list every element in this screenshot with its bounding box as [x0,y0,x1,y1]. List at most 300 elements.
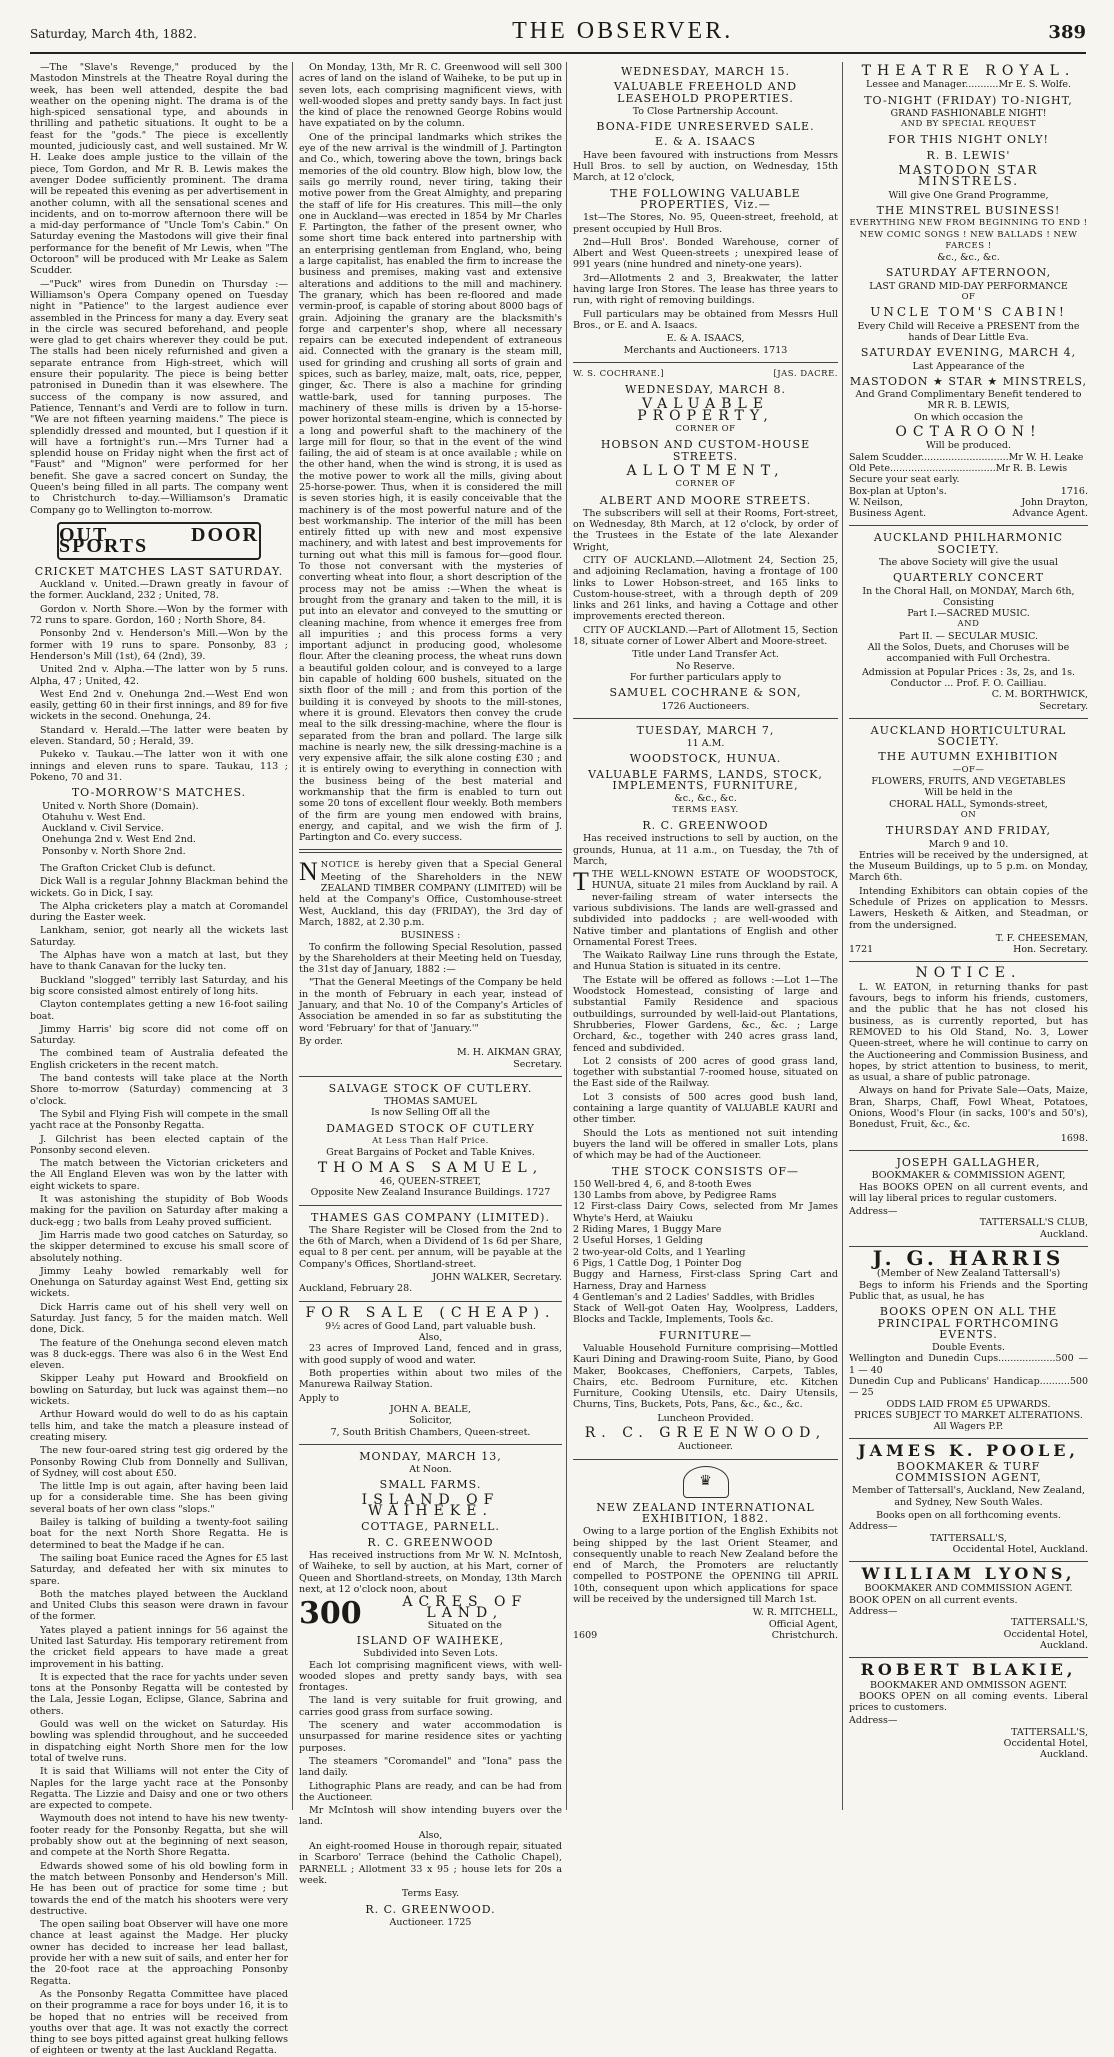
lessee: Lessee and Manager...........Mr E. S. Wolfe. [866,79,1071,91]
harris-text: Begs to inform his Friends and the Sporting Public that, as usual, he has [849,1279,1088,1302]
waiheke-text: An eight-roomed House in thorough repair, situated in Scarboro' Terrace (behind the Catholic Chapel), PARNELL ; Allotment 33 x 95 ; house lets for 20s a week. [299,1841,562,1886]
divider [849,1438,1088,1439]
mastodon-heading: MASTODON STAR MINSTRELS. [898,163,1039,189]
sports-note: Dick Wall is a regular Johnny Blackman behind the wickets. Go in Dick, I say. [30,876,288,899]
grand-night: GRAND FASHIONABLE NIGHT! [890,107,1047,119]
stock-item: 2 two-year-old Colts, and 1 Yearling [573,1246,746,1258]
poole-title: BOOKMAKER & TURF COMMISSION AGENT, [895,1459,1042,1485]
sports-note: Jim Harris made two good catches on Saturday, so the skipper determined to excuse his small score of absolutely nothing. [30,1229,288,1264]
tattersall-club: TATTERSALL'S CLUB, [979,1217,1088,1229]
estate-text: The Waikato Railway Line runs through the Estate, and Hunua Station is situated in its centre. [573,950,838,973]
salvage-damaged: DAMAGED STOCK OF CUTLERY [326,1121,535,1135]
sports-note: The combined team of Australia defeated the English cricketers in the recent match. [30,1048,288,1071]
poole-books: Books open on all forthcoming events. [876,1509,1061,1521]
sports-note: It was astonishing the stupidity of Bob Woods making for the pavilion on Saturday after making a duck-egg ; two balls from Leahy proved sufficient. [30,1194,288,1228]
auction-time: 11 A.M. [686,738,725,750]
column-2 [299,62,562,1928]
sports-note: The open sailing boat Observer will have one more chance at least against the Madge. Her plucky owner has decided to increase her lead ballast, provide her with a new suit of sails, and enter her for the 20-foot race at the approaching Ponsonby Regatta. [30,1919,288,1987]
waiheke-text: Each lot comprising magnificent views, with well-wooded slopes and pretty sandy bays, with sea frontages. [299,1659,562,1694]
property-particulars: Full particulars may be obtained from Messrs Hull Bros., or E. and A. Isaacs. [573,308,838,331]
page-number: 389 [1048,22,1086,43]
philharmonic-heading: AUCKLAND PHILHARMONIC SOCIETY. [873,531,1064,556]
cochrane-title: Auctioneers. [688,700,750,712]
double-events: Double Events. [932,1342,1005,1354]
terms: Terms Easy. [401,1888,460,1900]
admission: Admission at Popular Prices : 3s, 2s, and 1s. [861,666,1076,678]
ad-number: 1713 [763,344,788,356]
odds-laid: ODDS LAID FROM £5 UPWARDS. [886,1398,1051,1410]
mill-article: One of the principal landmarks which strikes the eye of the new arrival is the windmill of J. Partington and Co., which, towering above the town, brings back memories of the old country. Blow high, blow low, the sails go merrily round, never tiring, taking their motive power from the Great Almighty, and preparing the staff of life for His creatures. This mill—the only one in Auckland—was erected in 1854 by Mr Charles F. Partington, the father of the present owner, who some short time back entered into partnership with an enterprising gentleman from England, who, being a large capitalist, has enabled the firm to increase the business and premises, making vast and extensive alterations and additions to the mill and machinery. The granary, which has been re-floored and made vermin-proof, is capable of storing about 8000 bags of grain. Adjoining the granary are the blacksmith's forge and carpenter's shop, where all necessary repairs can be executed independent of extraneous aid. Connected with the granary is the steam mill, used for grinding and crushing all sorts of grain and spices, such as barley, maize, malt, oats, rice, pepper, ginger, &c. There is also a machine for grinding wattle-bark, used for tanning purposes. The machinery of these mills is driven by a 15-horse-power horizontal steam-engine, which is connected by a long and powerful shaft to the machinery of the large mill for flour, so that in the event of the wind failing, the aid of steam is at once available ; while on the other hand, when the wind is strong, it is used as the motive power to work all the mills, giving about 25-horse-power. Thus, when it is considered the mill is seven stories high, it is easily conceivable that the machinery is of the most powerful nature and of the best workmanship. The interior of the mill has been entirely fitted up with new and most expensive machinery, and with latest and best improvements for turning out what this mill is famous for—good flour. To those not conversant with the mysteries of converting wheat into flour, a short description of the process may not be amiss :—When the wheat is brought from the granary and taken to the mill, it is put into an elevator and conveyed to the smutting or cleaning machine, from whence it emerges free from all impurities ; and this process forms a very important adjunct in producing good, wholesome flour. After the cleaning process, the wheat runs down a beautiful golden colour, and is conveyed to a large bin capable of holding 600 bushels, situated on the sixth floor of the mill ; and from this portion of the building it is conveyed by shoots to the mill-stones, where it is ground. Elevators then convey the crude meal to the silk dressing-machine, where the flour is separated from the bran and pollard. The large silk machine is nearly new, the silk dressing-machine is a very expensive affair, the silk alone costing £30 ; and it is entirely owing to everything in connection with the business being of the best material and workmanship that the firm is enabled to turn out some 20 tons of excellent flour weekly. Both members of the firm are young men endowed with brains, energy, and capital, and we wish the firm of J. Partington and Co. every success. [299,131,562,844]
exhibition-heading: NEW ZEALAND INTERNATIONAL EXHIBITION, 1882. [596,1500,815,1525]
auction-date: TUESDAY, MARCH 7, [636,723,775,737]
notice-business: BUSINESS : [400,930,461,942]
sports-note: Jimmy Harris' big score did not come off on Saturday. [30,1023,288,1047]
advance-agent: Advance Agent. [1012,508,1088,520]
address-label: Address— [849,1715,898,1727]
occidental: Occidental Hotel, [1003,1738,1088,1749]
auctioneer-name: R. C. GREENWOOD [367,1535,494,1549]
greenwood-article: On Monday, 13th, Mr R. C. Greenwood will sell 300 acres of land on the island of Waiheke, to be put up in seven lots, each comprising magnificent views, with well-wooded slopes and pretty sandy bays. In fact just the kind of place the renowned George Robins would have expatiated on by the column. [299,62,562,130]
match-item: Otahuhu v. West End. [42,811,146,823]
forsale-name: JOHN A. BEALE, [389,1403,472,1415]
salvage-price: At Less Than Half Price. [372,1136,489,1147]
puck-dispatch: —"Puck" wires from Dunedin on Thursday :—Williamson's Opera Company opened on Tuesday night in "Patience" to the largest audience ever assembled in the Princess for many a day. Every seat in the circle was secured beforehand, and people were glad to get chairs wherever they could be put. The stalls had been nicely refurnished and given a separate entrance from High-street, which will ensure their popularity. The piece is being better patronised in Dunedin than it was elsewhere. The success of the company is now assured, and Patience, Tennant's and Verdi are to follow in turn. "We are not fifteen yearning maidens." The piece is splendidly dressed and mounted, but I question if it will have a fortnight's run.—Mrs Turner had a splendid house on Friday night when the first act of "Faust" and "Mignon" were performed for her benefit. She gave a sacred concert on Sunday, the Queen's being filled in all parts. The company went to Christchurch to-day.—Williamson's Dramatic Company go to Wellington to-morrow. [30,278,288,516]
divider [849,1657,1088,1658]
divider [573,1459,838,1460]
property-item: 3rd—Allotments 2 and 3, Breakwater, the latter having large Iron Stores. The lease has three years to run, with right of removing buildings. [573,272,838,307]
crest-icon: ♛ [683,1466,729,1498]
waiheke-text: Mr McIntosh will show intending buyers over the land. [299,1805,562,1828]
address-label: Address— [849,1521,898,1533]
quarterly-concert: QUARTERLY CONCERT [893,571,1044,585]
benefit-name: MR R. B. LEWIS, [927,400,1010,412]
sports-note: J. Gilchrist has been elected captain of the Ponsonby second eleven. [30,1133,288,1156]
held: Will be held in the [924,787,1013,799]
notice-resolution: "That the General Meetings of the Company be held in the month of February in each year, instead of January, and that No. 10 of the Company's Articles of Association be amended in so far as substituting the word 'February' for that of 'January.'" [299,977,562,1034]
dacre-name: [JAS. DACRE. [773,368,838,379]
intending: Intending Exhibitors can obtain copies of the Schedule of Prizes on application to Messrs. Lawers, Hesketh & Aitken, and Steadman, or from the undersigned. [849,885,1088,931]
isaacs-name: E. & A. ISAACS [655,135,756,149]
forsale-address: 7, South British Chambers, Queen-street. [330,1426,531,1438]
ad-number: 1726 [661,700,686,712]
following-heading: THE FOLLOWING VALUABLE PROPERTIES, Viz.— [610,186,801,211]
ad-number: 1698. [1060,1132,1088,1144]
isaacs-sign: E. & A. ISAACS, [666,333,745,345]
cricket-result: United 2nd v. Alpha.—The latter won by 5 runs. Alpha, 47 ; United, 42. [30,664,288,687]
horticultural-heading: AUCKLAND HORTICULTURAL SOCIETY. [870,723,1067,749]
forsale-apply: Apply to [299,1392,339,1404]
property-item: 2nd—Hull Bros'. Bonded Warehouse, corner of Albert and West Queen-streets ; unexpired lease of 991 years (nine hundred and ninety-one years). [573,236,838,271]
monday-time: At Noon. [409,1464,452,1476]
furniture-heading: FURNITURE— [658,1328,753,1342]
acres-number: 300 [299,1596,362,1632]
sports-note: Jimmy Leahy bowled remarkably well for Onehunga on Saturday against West End, getting six wickets. [30,1265,288,1300]
conductor: Conductor ... Prof. F. O. Cailliau. [890,677,1047,689]
luncheon: Luncheon Provided. [657,1412,754,1424]
close-partnership: To Close Partnership Account. [632,105,779,117]
forsale-item: Both properties within about two miles of the Manurewa Railway Station. [299,1368,562,1391]
divider [849,961,1088,962]
sports-note: Edwards showed some of his old bowling form in the match between Ponsonby and Henderson's Mill. He has been out of practice for some time ; but towards the end of the match his shooters were very destructive. [30,1860,288,1917]
this-night: FOR THIS NIGHT ONLY! [888,133,1049,147]
box-plan: Box-plan at Upton's. [849,485,947,497]
solos: All the Solos, Duets, and Choruses will be accompanied with Full Orchestra. [867,642,1070,665]
acres-text: ACRES OF LAND, [402,1594,528,1622]
auctioneer-title: Auctioneer. [389,1916,445,1928]
neilson: W. Neilson, [849,496,903,508]
cricket-result: West End 2nd v. Onehunga 2nd.—West End won easily, getting 60 in their first innings, and 89 for five wickets in the second. Onehunga, 24. [30,688,288,723]
blakie-name: ROBERT BLAKIE, [860,1660,1077,1680]
last-grand: LAST GRAND MID-DAY PERFORMANCE [869,280,1068,292]
stock-item: 130 Lambs from above, by Pedigree Rams [573,1190,777,1202]
forsale-also: Also, [418,1332,443,1344]
sports-note: Clayton contemplates getting a new 16-foot sailing boat. [30,999,288,1022]
poole-name: JAMES K. POOLE, [858,1441,1079,1461]
isaacs-title: Merchants and Auctioneers. [623,344,761,356]
forsale-title: Solicitor, [409,1415,452,1427]
divider [299,1301,562,1302]
tomorrow-matches [30,801,288,857]
sports-note: The new four-oared string test gig ordered by the Ponsonby Rowing Club from Donnelly and Sullivan, of Sydney, will cost about £50. [30,1445,288,1479]
sports-note: Yates played a patient innings for 56 against the United last Saturday. His temporary retirement from the cricket field appears to have made a great improvement in his batting. [30,1624,288,1670]
stock-heading: THE STOCK CONSISTS OF— [612,1164,799,1178]
title-land: Title under Land Transfer Act. [632,649,779,661]
part-1: Part I.—SACRED MUSIC. [907,608,1030,620]
freehold-heading: VALUABLE FREEHOLD AND LEASEHOLD PROPERTIES. [613,80,798,105]
cochrane-firm: SAMUEL COCHRANE & SON, [609,686,802,700]
greenwood-text: Has received instructions from Mr W. N. McIntosh, of Waiheke, to sell by auction, at his Mart, corner of Queen and Shortland-streets, on Monday, 13th March next, at 12 o'clock noon, about [299,1549,562,1595]
monday-heading: MONDAY, MARCH 13, [359,1449,502,1463]
sports-note: The band contests will take place at the North Shore to-morrow (Saturday) commencing at 3 o'clock. [30,1073,288,1107]
waiheke-also: Also, [418,1829,443,1841]
auctioneer-name-spaced: R. C. GREENWOOD, [584,1425,827,1442]
harris-name: J. G. HARRIS [872,1246,1065,1271]
column-rule [292,62,293,1810]
every-child: Every Child will Receive a PRESENT from the hands of Dear Little Eva. [857,320,1080,343]
thames-text: The Share Register will be Closed from the 2nd to the 6th of March, when a Dividend of 1s 6d per Share, equal to 8 per cent. per annum, will be payable at the Company's Offices, Shortland-street. [299,1224,562,1270]
etc: &c., &c., &c. [937,252,1000,264]
lyons-books: BOOK OPEN on all current events. [849,1594,1018,1606]
stock-item: 6 Pigs, 1 Cattle Dog, 1 Pointer Dog [573,1257,742,1269]
tattersalls: TATTERSALL'S, [930,1532,1007,1544]
masthead [30,18,1086,54]
divider [573,718,838,719]
column-3 [573,62,838,1810]
gallagher-text: Has BOOKS OPEN on all current events, and will lay liberal prices to regular customers. [849,1181,1088,1204]
harris-member: (Member of New Zealand Tattersall's) [876,1268,1061,1280]
exhibition-city: Christchurch. [771,1629,838,1641]
ad-number: 1727 [526,1187,551,1199]
stock-item: 4 Gentleman's and 2 Ladies' Saddles, with Bridles [573,1291,815,1303]
lewis-name: R. B. LEWIS' [926,148,1011,162]
sports-note: As the Ponsonby Regatta Committee have placed on their programme a race for boys under 16, it is to be hoped that no entries will be received from youths over that age. It was not exactly the correct thing to see boys pitted against great hulking fellows of eighteen or twenty at the last Auckland Regatta. [30,1988,288,2057]
odds-line: Wellington and Dunedin Cups...................500 — 1 — 40 [849,1353,1088,1376]
secure-seat: Secure your seat early. [849,474,960,486]
books-open: BOOKS OPEN ON ALL THE PRINCIPAL FORTHCOMING EVENTS. [877,1305,1060,1341]
salvage-address: 46, QUEEN-STREET, [379,1175,482,1187]
waiheke-text: Lithographic Plans are ready, and can be had from the Auctioneer. [299,1780,562,1803]
gallagher-name: JOSEPH GALLAGHER, [896,1155,1041,1169]
auckland: Auckland. [1040,1749,1088,1761]
acres-lots: Subdivided into Seven Lots. [363,1648,498,1660]
and: AND [957,619,980,630]
isaacs-text: Have been favoured with instructions from Messrs Hull Bros. to sell by auction, on Wednesday, 15th March, at 12 o'clock, [573,149,838,184]
cricket-result: Pukeko v. Taukau.—The latter won it with one innings and eleven runs to spare. Taukau, 113 ; Pokeno, 70 and 31. [30,749,288,783]
mastodon-heading-2: MASTODON ★ STAR ★ MINSTRELS, [849,374,1088,388]
notice-signatory: M. H. AIKMAN GRAY, [456,1047,562,1059]
salvage-name-spaced: THOMAS SAMUEL, [317,1159,544,1176]
cricket-result: Standard v. Herald.—The latter were beaten by eleven. Standard, 50 ; Herald, 39. [30,724,288,748]
on: ON [960,809,977,820]
business-agent: Business Agent. [849,508,927,520]
greenwood-text: Has received instructions to sell by auction, on the grounds, Hunua, at 11 a.m., on Tuesday, the 7th of March, [573,833,838,867]
blakie-text: BOOKS OPEN on all coming events. Liberal prices to customers. [849,1690,1088,1714]
valuable-property: VALUABLE PROPERTY, [637,396,774,424]
small-farms: SMALL FARMS. [379,1478,482,1492]
valuable-farms: VALUABLE FARMS, LANDS, STOCK, IMPLEMENTS, FURNITURE, [588,767,823,793]
further-particulars: For further particulars apply to [629,671,782,683]
programme: Will give One Grand Programme, [888,189,1049,201]
sports-note: The match between the Victorian cricketers and the All England Eleven was won by the latter with eight wickets to spare. [30,1158,288,1192]
eaton-text: Always on hand for Private Sale—Oats, Maize, Bran, Sharps, Chaff, Fowl Wheat, Potatoes, Onions, Wood's Flour (in sacks, 100's and 50's), Bonedust, Fruit, &c., &c. [849,1085,1088,1131]
salvage-now: Is now Selling Off all the [371,1107,490,1119]
stock-item: 150 Well-bred 4, 6, and 8-tooth Ewes [573,1178,752,1190]
cricket-results [30,579,288,783]
sports-note: The little Imp is out again, after having been laid up for a considerable time. She has been giving several boats of her own class "slops." [30,1481,288,1515]
furniture-text: Valuable Household Furniture comprising—Mottled Kauri Dining and Drawing-room Suite, Piano, by Good Maker, Bookcases, Cheffoniers, Carpets, Tables, Chairs, etc. Bedroom Furniture, etc. Kitchen Furniture, Cooking Utensils, etc. Dairy Utensils, Churns, Tins, Buckets, Pots, Pans, &c., &c., &c. [573,1342,838,1411]
sports-note: The Alpha cricketers play a match at Coromandel during the Easter week. [30,900,288,924]
theatre-review: —The "Slave's Revenge," produced by the Mastodon Minstrels at the Theatre Royal during the week, has been well attended, despite the bad weather on the opening night. The drama is of the high-spiced sensational type, and abounds in thrilling and pathetic situations. It ought to be a feast for the "gods." The piece is excellently mounted, judiciously cast, and well sustained. Mr W. H. Leake does ample justice to the villain of the piece, Tom Gordon, and Mr R. B. Lewis makes the avenger Dodee sufficiently prominent. The drama will be repeated this evening as per advertisement in another column, with all the sensational scenes and incidents, and on to-morrow afternoon there will be a mid-day performance of "Uncle Tom's Cabin." On Saturday evening the Mastodons will give their final performance for the benefit of Mr Lewis, when "The Octoroon" will be produced with Mr Leake as Salem Scudder. [30,62,288,277]
minstrel-business: THE MINSTREL BUSINESS! [876,203,1061,217]
flowers: FLOWERS, FRUITS, AND VEGETABLES [871,776,1066,788]
tattersalls: TATTERSALL'S, [1011,1617,1088,1629]
forsale-item: 23 acres of Improved Land, fenced and in grass, with good supply of wood and water. [299,1343,562,1366]
waiheke-text: The land is very suitable for fruit growing, and carries good grass from surface sowing. [299,1695,562,1718]
estate-text: THE WELL-KNOWN ESTATE OF WOODSTOCK, HUNUA, situate 21 miles from Auckland by rail. A never-failing stream of water intersects the various subdivisions. The lands are well-grassed and subdivided into paddocks ; are well-wooded with Native timber and plantations of English and other Ornamental Forest Trees. [573,869,838,948]
prices: PRICES SUBJECT TO MARKET ALTERATIONS. [854,1409,1083,1421]
new-songs: NEW COMIC SONGS ! NEW BALLADS ! NEW FARCES ! [859,229,1078,251]
octaroon: OCTAROON! [895,424,1042,441]
cast-line: Old Pete...................................Mr R. B. Lewis [849,462,1068,474]
ad-number: 1716. [1060,485,1088,497]
divider [849,1150,1088,1151]
benefit: And Grand Complimentary Benefit tendered to [855,389,1082,401]
autumn-exhibition: THE AUTUMN EXHIBITION [878,750,1059,764]
notice-business-text: To confirm the following Special Resolution, passed by the Shareholders at their Meeting held on Tuesday, the 31st day of January, 1882 :— [299,941,562,976]
stock-item: Buggy and Harness, First-class Spring Cart and Harness, Dray and Harness [573,1269,838,1292]
drop-cap: N [299,857,318,887]
drayton: John Drayton, [1021,496,1088,508]
last-appearance: Last Appearance of the [912,360,1025,372]
thames-heading: THAMES GAS COMPANY (LIMITED). [311,1210,550,1224]
forsale-heading: FOR SALE (CHEAP). [305,1304,556,1321]
salvage-heading: SALVAGE STOCK OF CUTLERY. [328,1081,533,1095]
lyons-name: WILLIAM LYONS, [861,1564,1076,1584]
etc: &c., &c., &c. [674,793,737,805]
choral-hall: In the Choral Hall, on MONDAY, March 6th, [862,585,1075,597]
salvage-bargains: Great Bargains of Pocket and Table Knives. [326,1147,535,1159]
sports-note: The Alphas have won a match at last, but they have to thank Canavan for the lucky ten. [30,950,288,973]
exhibition-text: Owing to a large portion of the English Exhibits not being shipped by the last Orient Steamer, and consequently unable to reach New Zealand before the end of March, the Promoters are reluctantly compelled to POSTPONE the OPENING till APRIL 10th, consequent upon which applications for space will be received by the undersigned till March 1st. [573,1526,838,1606]
sports-note: Gould was well on the wicket on Saturday. His bowling was splendid throughout, and he succeeded in dispatching eight North Shore men for the low total of twelve runs. [30,1719,288,1764]
waiheke-text: The scenery and water accommodation is unsurpassed for marine residence sites or yachting purposes. [299,1720,562,1754]
stock-list [573,1179,838,1326]
notice-heading: NOTICE. [915,965,1022,982]
choral-hall-2: CHORAL HALL, Symonds-street, [889,798,1048,810]
match-item: United v. North Shore (Domain). [42,800,199,812]
march-dates: March 9 and 10. [928,838,1009,850]
poole-member: Member of Tattersall's, Auckland, New Zealand, and Sydney, New South Wales. [852,1485,1085,1508]
thursday-friday: THURSDAY AND FRIDAY, [886,824,1051,838]
bona-fide: BONA-FIDE UNRESERVED SALE. [596,120,815,134]
auckland: Auckland. [1040,1639,1088,1651]
odds-line: Dunedin Cup and Publicans' Handicap..........500 — 25 [849,1375,1088,1399]
sports-note: Dick Harris came out of his shell very well on Saturday. Just fancy, 5 for the maiden match. Well done, Dick. [30,1301,288,1336]
exhibition-agent: Official Agent, [768,1618,838,1630]
city-allotment: CITY OF AUCKLAND.—Part of Allotment 15, Section 18, situate corner of Lower Albert and Moore-street. [573,624,838,648]
stock-item: 2 Riding Mares, 1 Buggy Mare [573,1224,722,1236]
everything-new: EVERYTHING NEW FROM BEGINNING TO END ! [849,218,1088,229]
cochrane-name: W. S. COCHRANE.] [573,368,665,379]
divider [849,525,1088,526]
issue-date: Saturday, March 4th, 1882. [30,27,197,41]
of: —OF— [952,764,985,775]
all-wagers: All Wagers P.P. [933,1421,1004,1433]
corner-of: CORNER OF [675,424,736,435]
island-heading: ISLAND OF WAIHEKE. [361,1491,500,1520]
estate-text: Should the Lots as mentioned not suit intending buyers the land will be offered in smaller Lots, plans of which may be had of the Auctioneer. [573,1127,838,1162]
gallagher-title: BOOKMAKER & COMMISSION AGENT, [871,1170,1066,1182]
cheeseman: T. F. CHEESEMAN, [995,932,1088,944]
address-label: Address— [849,1206,898,1218]
divider [299,1205,562,1206]
cottage-heading: COTTAGE, PARNELL. [361,1520,500,1534]
corner-of: CORNER OF [675,479,736,490]
entries: Entries will be received by the undersigned, at the Museum Buildings, up to 5 p.m. on Monday, March 6th. [849,849,1088,884]
lyons-title: BOOKMAKER AND COMMISSION AGENT. [864,1583,1073,1595]
occasion: On which occasion the [913,411,1024,423]
ad-number: 1609 [573,1629,598,1641]
borthwick: C. M. BORTHWICK, [991,689,1088,701]
salvage-name: THOMAS SAMUEL [384,1096,477,1108]
auctioneer-title: Auctioneer. [678,1441,733,1453]
divider [849,1561,1088,1562]
sports-note: Buckland "slogged" terribly last Saturday, and his big score consisted almost entirely of long hits. [30,974,288,997]
stock-item: 12 First-class Dairy Cows, selected from Mr James Whyte's Herd, at Waiuku [573,1201,838,1224]
auckland: Auckland. [1040,1228,1088,1240]
auctioneer-name: R. C. GREENWOOD [642,818,769,832]
albert-streets: ALBERT AND MOORE STREETS. [599,493,812,507]
tonight-heading: TO-NIGHT (FRIDAY) TO-NIGHT, [864,93,1073,107]
hobson-streets: HOBSON AND CUSTOM-HOUSE STREETS. [600,438,811,463]
special-request: AND BY SPECIAL REQUEST [900,119,1037,130]
terms-easy: TERMS EASY. [672,804,739,815]
eaton-text: L. W. EATON, in returning thanks for past favours, begs to inform his friends, customers, and the public that he has not closed his business, as is currently reported, but has REMOVED to his Old Stand, No. 3, Lower Queen-street, where he will continue to carry on the Auctioneering and Commission Business, and hopes, by strict attention to business, to merit, as usual, a share of public patronage. [849,981,1088,1084]
divider [299,1076,562,1077]
sports-note: Bailey is talking of building a twenty-foot sailing boat for the next North Shore Regatta. He is determined to beat the Madge if he can. [30,1517,288,1551]
exhibition-signatory: W. R. MITCHELL, [752,1607,838,1619]
divider [299,1444,562,1445]
usual: The above Society will give the usual [879,556,1058,568]
estate-text: Lot 2 consists of 200 acres of good grass land, together with substantial 7-roomed house, situated on the East side of the Railway. [573,1055,838,1090]
divider [573,362,838,363]
property-item: 1st—The Stores, No. 95, Queen-street, freehold, at present occupied by Hull Bros. [573,212,838,235]
sports-note: It is said that Williams will not enter the City of Naples for the large yacht race at the Ponsonby Regatta. The Lizzie and Daisy and one or two others are expected to compete. [30,1766,288,1812]
occidental: Occidental Hotel, Auckland. [952,1543,1088,1555]
sports-note: The feature of the Onehunga second eleven match was 8 duck-eggs. There was also 6 in the West End eleven. [30,1337,288,1372]
divider [849,718,1088,719]
blakie-title: BOOKMAKER AND OMMISSON AGENT. [869,1679,1068,1691]
notice-heading: NOTICE [320,860,360,871]
auction-date: WEDNESDAY, MARCH 15. [621,65,790,78]
cricket-result: Gordon v. North Shore.—Won by the former with 72 runs to spare. Gordon, 160 ; North Shore, 84. [30,603,288,627]
thames-date: Auckland, February 28. [299,1283,413,1295]
acres-island: ISLAND OF WAIHEKE, [356,1634,505,1647]
sports-note: It is expected that the race for yachts under seven tons at the Ponsonby Regatta will be contested by the Lala, Jessie Logan, Eclipse, Glance, Sabrina and others. [30,1671,288,1717]
theatre-heading: THEATRE ROYAL. [861,63,1076,79]
match-item: Ponsonby v. North Shore 2nd. [42,845,186,857]
ad-number: 1721 [849,944,874,956]
sports-note: Both the matches played between the Auckland and United Clubs this season were drawn in favour of the former. [30,1588,288,1623]
auction-date: WEDNESDAY, MARCH 8. [625,383,786,397]
auctioneer-name: R. C. GREENWOOD. [365,1902,496,1916]
uncle-tom: UNCLE TOM'S CABIN! [870,305,1067,320]
column-4 [849,62,1088,1810]
notice-by: By order. [299,1035,343,1047]
city-allotment: CITY OF AUCKLAND.—Allotment 24, Section 25, and adjoining Reclamation, having a frontage of 100 links to Lower Hobson-street, and 165 links to Custom-house-street, with a through depth of 209 links and 261 links, and having a Cottage and other improvements erected thereon. [573,554,838,623]
of: OF [961,292,976,303]
saturday-afternoon: SATURDAY AFTERNOON, [885,266,1052,280]
sports-note: The sailing boat Eunice raced the Agnes for £5 last Saturday, and defeated her with six minutes to spare. [30,1552,288,1587]
drop-cap: T [573,867,589,897]
column-1 [30,62,288,2057]
occidental: Occidental Hotel, [1003,1628,1088,1640]
waiheke-text: The steamers "Coromandel" and "Iona" pass the land daily. [299,1755,562,1779]
divider [299,849,562,853]
column-rule [566,62,567,1810]
sports-note: Skipper Leahy put Howard and Brookfield on bowling on Saturday, but luck was against them—no wickets. [30,1373,288,1408]
stock-item: Stack of Well-got Oaten Hay, Woolpress, Ladders, Blocks and Tackle, Implements, Tools &c. [573,1303,838,1326]
sports-note: Arthur Howard would do well to do as his captain tells him, and take the match a pleasure instead of creating misery. [30,1409,288,1443]
sports-notes [30,863,288,2057]
match-item: Onehunga 2nd v. West End 2nd. [42,834,196,846]
notice-signatory-title: Secretary. [513,1058,562,1070]
match-item: Auckland v. Civil Service. [42,823,165,835]
column-rule [842,62,843,1810]
thames-signatory: JOHN WALKER, Secretary. [432,1271,562,1283]
stock-item: 2 Useful Horses, 1 Gelding [573,1235,703,1247]
salvage-opposite: Opposite New Zealand Insurance Buildings. [310,1187,524,1199]
woodstock: WOODSTOCK, HUNUA. [629,752,782,766]
estate-text: The Estate will be offered as follows :—Lot 1—The Woodstock Homestead, consisting of large and substantial Family Residence and spacious outbuildings, surrounded by well-laid-out Plantations, Shrubberies, Flower Gardens, &c., &c. ; Large Orchard, &c., together with 240 acres grass land, fenced and subdivided. [573,974,838,1054]
cricket-result: Auckland v. United.—Drawn greatly in favour of the former. Auckland, 232 ; United, 78. [30,579,288,602]
acres-sub: Situated on the [427,1619,502,1631]
part-2: Part II. — SECULAR MUSIC. [898,630,1039,642]
cast-line: Salem Scudder.............................Mr W. H. Leake [849,451,1084,463]
saturday-evening: SATURDAY EVENING, MARCH 4, [860,346,1077,360]
secretary: Secretary. [1039,700,1088,712]
allotment: ALLOTMENT, [626,462,785,479]
sports-note: The Grafton Cricket Club is defunct. [40,863,216,874]
newspaper-title: THE OBSERVER. [512,18,734,44]
produced: Will be produced. [925,440,1012,452]
sports-note: Waymouth does not intend to have his new twenty-footer ready for the Ponsonby Regatta, but she will probably show out at the beginning of next season, and compete at the North Shore Regatta. [30,1813,288,1859]
forsale-item: 9½ acres of Good Land, part valuable bush. [325,1320,536,1332]
estate-text: Lot 3 consists of 500 acres good bush land, containing a large quantity of VALUABLE KAURI and other timber. [573,1091,838,1126]
no-reserve: No Reserve. [676,660,735,672]
sports-note: The Sybil and Flying Fish will compete in the small yacht race at the Ponsonby Regatta. [30,1108,288,1132]
outdoor-sports-banner: OUT DOOR SPORTS [57,522,261,560]
